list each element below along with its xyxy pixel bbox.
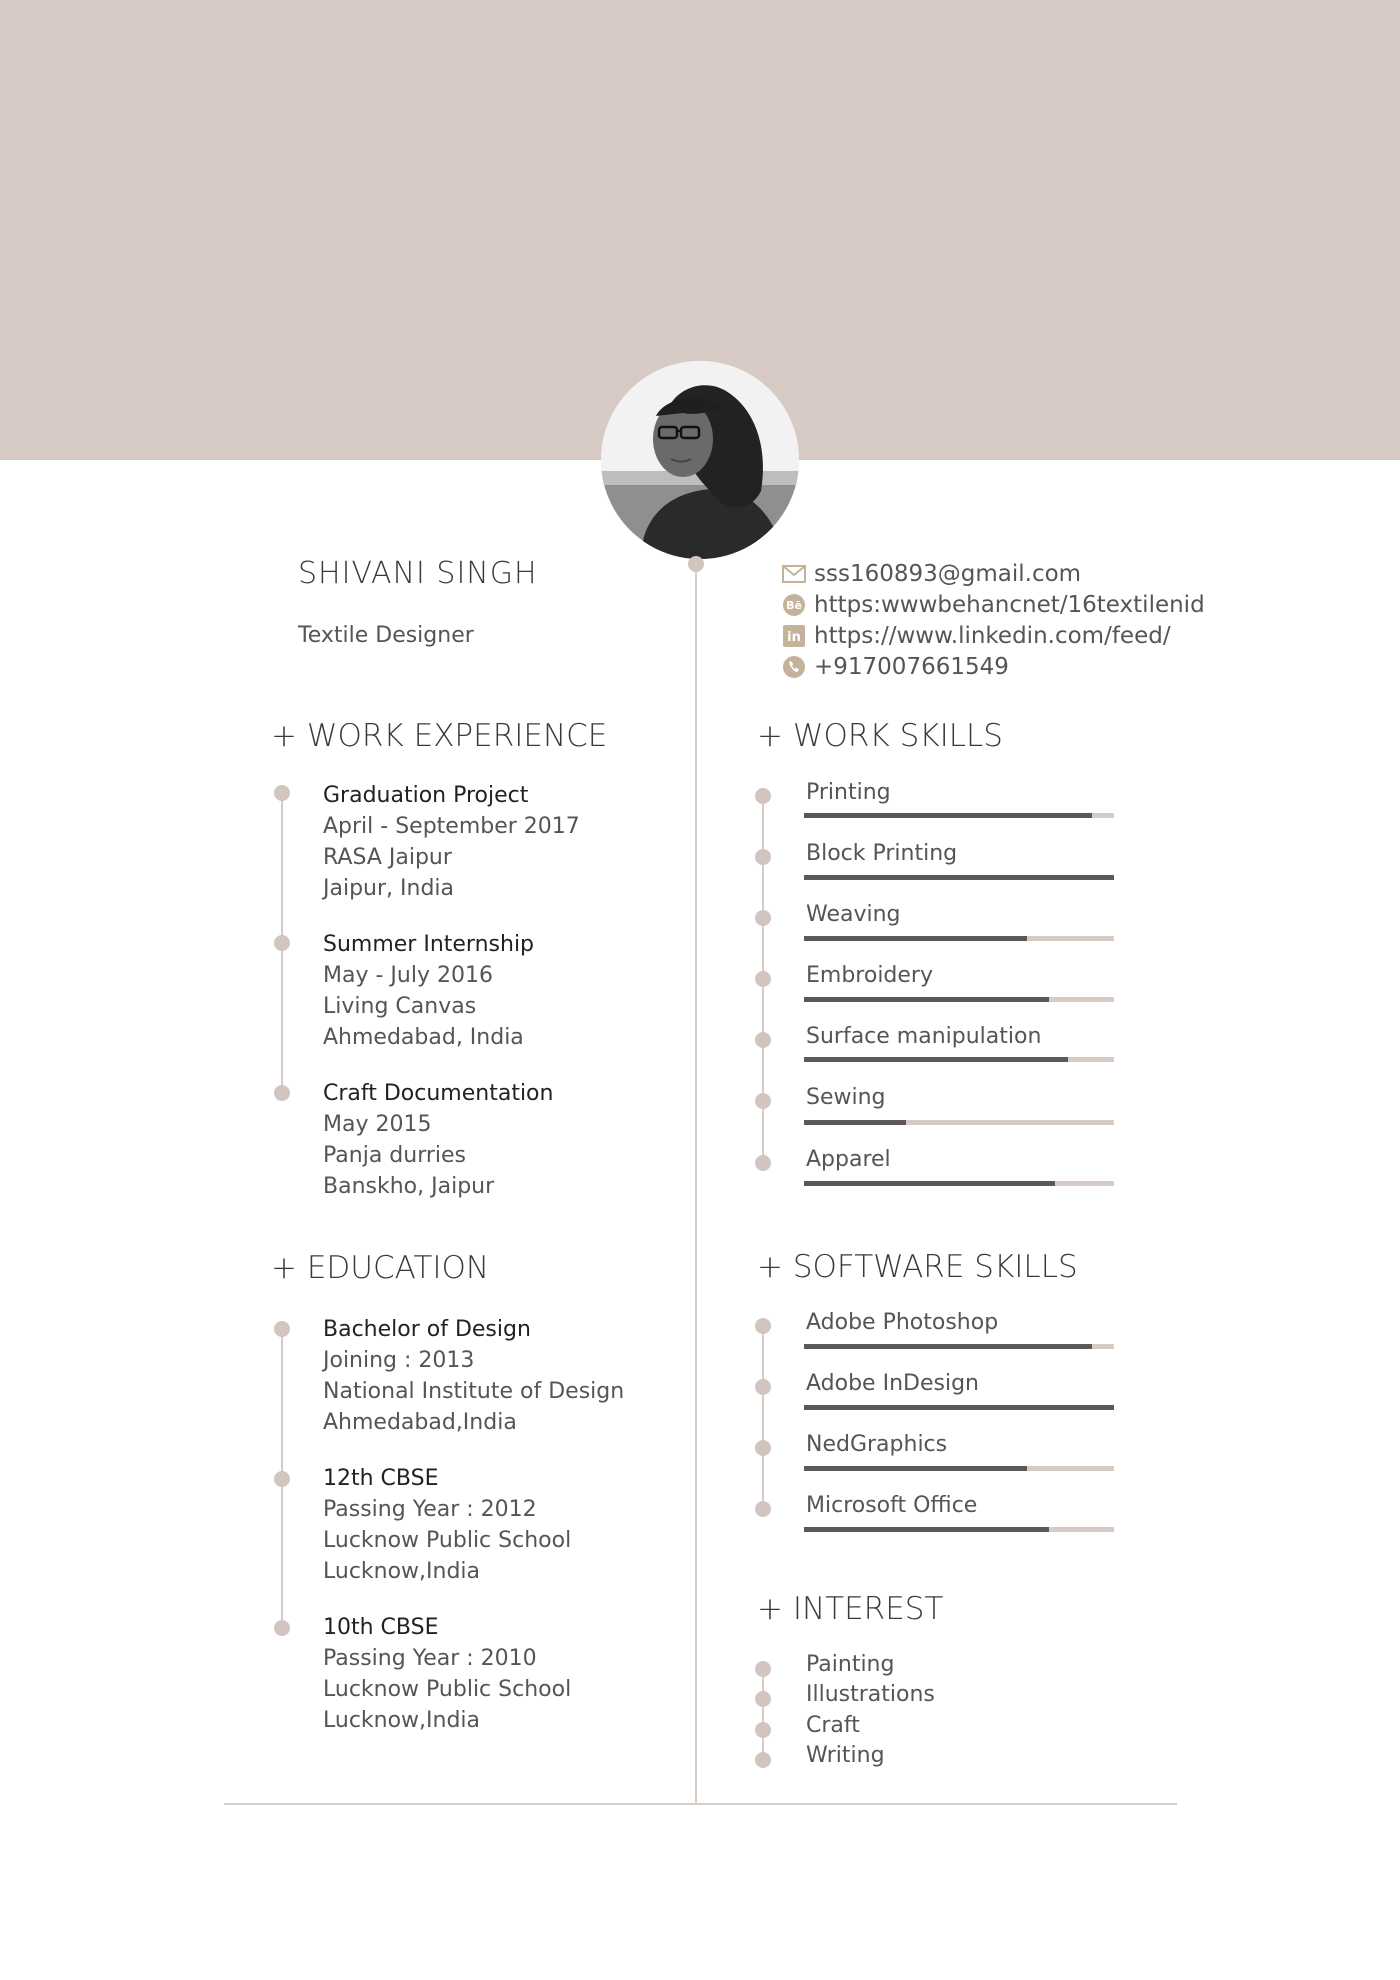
skill-label: Weaving bbox=[806, 902, 901, 927]
skill-label: Printing bbox=[806, 780, 891, 805]
entry-line: Jaipur, India bbox=[323, 876, 455, 901]
skill-bar bbox=[804, 813, 1114, 818]
skill-bar bbox=[804, 1527, 1114, 1532]
contact-behance-text: https:wwwbehancnet/16textilenid bbox=[814, 591, 1205, 618]
entry-title: Summer Internship bbox=[323, 932, 535, 957]
timeline-dot bbox=[755, 1722, 771, 1738]
timeline-dot bbox=[274, 935, 290, 951]
timeline-dot bbox=[274, 1471, 290, 1487]
skill-label: Embroidery bbox=[806, 963, 933, 988]
skill-bar-fill bbox=[804, 936, 1027, 941]
entry-line: RASA Jaipur bbox=[323, 845, 452, 870]
skill-label: NedGraphics bbox=[806, 1432, 948, 1457]
contact-phone-text: +917007661549 bbox=[814, 653, 1009, 680]
work-experience-entry bbox=[323, 929, 534, 1053]
entry-line: Passing Year : 2010 bbox=[323, 1646, 537, 1671]
contact-email-text: sss160893@gmail.com bbox=[814, 560, 1082, 587]
mail-icon bbox=[782, 562, 806, 586]
entry-line: April - September 2017 bbox=[323, 814, 580, 839]
skill-bar bbox=[804, 936, 1114, 941]
interest-item: Painting bbox=[806, 1652, 895, 1677]
interest-item: Craft bbox=[806, 1713, 860, 1738]
education-entry bbox=[323, 1314, 624, 1438]
timeline-dot bbox=[755, 1440, 771, 1456]
skill-label: Sewing bbox=[806, 1085, 886, 1110]
timeline-dot bbox=[755, 1661, 771, 1677]
linkedin-icon bbox=[782, 624, 806, 648]
contact-phone[interactable] bbox=[782, 651, 1205, 682]
center-divider-dot bbox=[688, 556, 704, 572]
entry-title: Bachelor of Design bbox=[323, 1317, 531, 1342]
entry-line: Joining : 2013 bbox=[323, 1348, 475, 1373]
candidate-name: SHIVANI SINGH bbox=[298, 556, 538, 591]
skill-label: Adobe Photoshop bbox=[806, 1310, 999, 1335]
timeline-dot bbox=[274, 1620, 290, 1636]
skill-bar bbox=[804, 1181, 1114, 1186]
candidate-role: Textile Designer bbox=[298, 623, 474, 648]
center-divider bbox=[695, 560, 697, 1804]
skill-bar bbox=[804, 1466, 1114, 1471]
entry-title: 12th CBSE bbox=[323, 1466, 439, 1491]
skill-label: Block Printing bbox=[806, 841, 958, 866]
software-skills-timeline bbox=[762, 1325, 764, 1510]
skill-bar-fill bbox=[804, 1120, 906, 1125]
timeline-dot bbox=[755, 788, 771, 804]
entry-line: Panja durries bbox=[323, 1143, 467, 1168]
timeline-dot bbox=[755, 1093, 771, 1109]
interest-item: Illustrations bbox=[806, 1682, 935, 1707]
timeline-dot bbox=[755, 849, 771, 865]
education-entry bbox=[323, 1612, 571, 1736]
skill-bar-fill bbox=[804, 1466, 1027, 1471]
timeline-dot bbox=[755, 971, 771, 987]
entry-line: Lucknow Public School bbox=[323, 1677, 572, 1702]
entry-line: Ahmedabad, India bbox=[323, 1025, 524, 1050]
timeline-dot bbox=[755, 910, 771, 926]
skill-bar-fill bbox=[804, 1181, 1055, 1186]
phone-icon bbox=[782, 655, 806, 679]
timeline-dot bbox=[755, 1691, 771, 1707]
skill-bar-fill bbox=[804, 875, 1114, 880]
interest-timeline bbox=[762, 1668, 764, 1761]
entry-line: Lucknow,India bbox=[323, 1559, 481, 1584]
skill-bar-fill bbox=[804, 1057, 1068, 1062]
work-skills-heading: + WORK SKILLS bbox=[757, 718, 1003, 754]
skill-label: Microsoft Office bbox=[806, 1493, 978, 1518]
timeline-dot bbox=[755, 1501, 771, 1517]
behance-icon bbox=[782, 593, 806, 617]
entry-line: Lucknow Public School bbox=[323, 1528, 572, 1553]
skill-bar bbox=[804, 1405, 1114, 1410]
entry-title: 10th CBSE bbox=[323, 1615, 439, 1640]
skill-bar-fill bbox=[804, 1405, 1114, 1410]
interest-heading: + INTEREST bbox=[757, 1591, 944, 1627]
timeline-dot bbox=[755, 1379, 771, 1395]
work-experience-heading: + WORK EXPERIENCE bbox=[271, 718, 608, 754]
entry-line: Ahmedabad,India bbox=[323, 1410, 517, 1435]
education-entry bbox=[323, 1463, 571, 1587]
profile-photo bbox=[601, 361, 799, 559]
skill-bar-fill bbox=[804, 997, 1049, 1002]
skill-bar-fill bbox=[804, 1344, 1092, 1349]
timeline-dot bbox=[274, 785, 290, 801]
skill-label: Surface manipulation bbox=[806, 1024, 1042, 1049]
timeline-dot bbox=[755, 1318, 771, 1334]
software-skills-heading: + SOFTWARE SKILLS bbox=[757, 1249, 1078, 1285]
skill-label: Apparel bbox=[806, 1147, 891, 1172]
timeline-dot bbox=[755, 1032, 771, 1048]
svg-text:Bē: Bē bbox=[786, 598, 802, 612]
entry-line: Living Canvas bbox=[323, 994, 477, 1019]
skill-bar bbox=[804, 1344, 1114, 1349]
contact-linkedin[interactable] bbox=[782, 620, 1205, 651]
entry-line: May 2015 bbox=[323, 1112, 432, 1137]
timeline-dot bbox=[274, 1085, 290, 1101]
skill-bar bbox=[804, 1057, 1114, 1062]
timeline-dot bbox=[755, 1155, 771, 1171]
entry-line: May - July 2016 bbox=[323, 963, 493, 988]
svg-text:in: in bbox=[787, 629, 801, 645]
contact-list bbox=[782, 558, 1205, 682]
skill-label: Adobe InDesign bbox=[806, 1371, 979, 1396]
work-experience-entry bbox=[323, 1078, 553, 1202]
entry-line: Banskho, Jaipur bbox=[323, 1174, 495, 1199]
interest-item: Writing bbox=[806, 1743, 885, 1768]
timeline-dot bbox=[274, 1321, 290, 1337]
entry-line: National Institute of Design bbox=[323, 1379, 625, 1404]
skill-bar-fill bbox=[804, 813, 1092, 818]
entry-title: Graduation Project bbox=[323, 783, 529, 808]
entry-title: Craft Documentation bbox=[323, 1081, 554, 1106]
contact-linkedin-text: https://www.linkedin.com/feed/ bbox=[814, 622, 1171, 649]
skill-bar bbox=[804, 1120, 1114, 1125]
contact-email[interactable] bbox=[782, 558, 1205, 589]
entry-line: Passing Year : 2012 bbox=[323, 1497, 537, 1522]
work-experience-entry bbox=[323, 780, 580, 904]
skill-bar bbox=[804, 997, 1114, 1002]
entry-line: Lucknow,India bbox=[323, 1708, 481, 1733]
skill-bar bbox=[804, 875, 1114, 880]
skill-bar-fill bbox=[804, 1527, 1049, 1532]
timeline-dot bbox=[755, 1752, 771, 1768]
bottom-divider bbox=[224, 1803, 1177, 1805]
education-heading: + EDUCATION bbox=[271, 1250, 490, 1286]
contact-behance[interactable] bbox=[782, 589, 1205, 620]
